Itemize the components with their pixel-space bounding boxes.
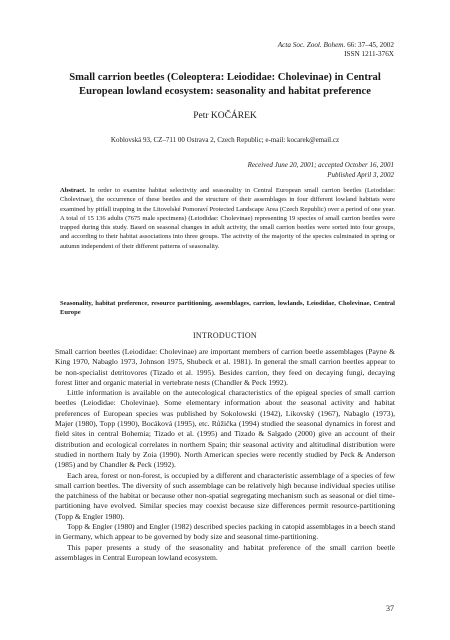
journal-name: Acta Soc. Zool. Bohem. bbox=[277, 41, 348, 49]
received-line: Received June 20, 2001; accepted October 16, 2001 bbox=[247, 161, 394, 169]
body-text bbox=[55, 347, 395, 563]
paragraph: Topp & Engler (1980) and Engler (1982) described species packing in catopid assemblages in a beech stand in Germany, which appear to be governed by body size and seasonal time-partitioning. bbox=[55, 522, 396, 542]
abstract-text: In order to examine habitat selectivity and seasonality in Central European small carrion beetles (Leiodidae: Cholevinae), the occurrence of these beetles and the structure of their assemblages in four different lowland habitats were examined by pitfall trapping in the Litovelské Pomoraví Protected Landscape Area (Czech Republic) over a period of one year. A total of 15 136 adults (7675 male specimens) (Leiodidae: Cholevinae) representing 19 species of small carrion beetles were trapped during this study. Based on seasonal changes in adult activity, the small carrion beetles were sorted into four groups, and according to their habitat associations into three groups. The activity of the majority of the species culminated in spring or autumn independent of their different patterns of seasonality. bbox=[60, 187, 395, 250]
author-name: Petr KOČÁREK bbox=[193, 111, 257, 121]
paragraph: Little information is available on the autecological characteristics of the epigeal species of small carrion beetles (Leiodidae: Cholevinae). Some elementary information about the seasonal activity and habitat preferences of European species was published by Sokolowski (1942), Likovský (1967), Nabaglo (1973), Majer (1980), Topp (1990), Bocáková (1995), etc. Růžička (1994) studied the seasonal dynamics in forest and field sites in central Bohemia; Tizado et al. (1995) and Tizado & Salgado (2000) give an account of their distribution and ecological correlates in northern Spain; thir seasonal activity and altitudinal distribution were studied in northern Italy by Zoia (1990). North American species were recently studied by Peck & Anderson (1985) and by Chandler & Peck (1992). bbox=[55, 388, 395, 470]
journal-pages: : 37–45, 2002 bbox=[354, 41, 394, 49]
published-line: Published April 3, 2002 bbox=[327, 170, 394, 179]
keywords: Seasonality, habitat preference, resource partitioning, assemblages, carrion, lowlands, Leiodidae, Cholevinae, Central Europe bbox=[60, 300, 395, 317]
journal-volume: 66 bbox=[347, 41, 355, 49]
title-line-2: European lowland ecosystem: seasonality and habitat preference bbox=[79, 86, 371, 97]
received-dates bbox=[248, 161, 394, 181]
section-heading: INTRODUCTION bbox=[192, 331, 258, 340]
abstract-label: Abstract. bbox=[60, 187, 86, 194]
author-address: Koblovská 93, CZ–711 00 Ostrava 2, Czech Republic; e-mail: kocarek@email.cz bbox=[110, 136, 340, 144]
paragraph: This paper presents a study of the seasonality and habitat preference of the small carrion beetle assemblages in Central European lowland ecosystem. bbox=[55, 542, 395, 562]
abstract bbox=[60, 186, 395, 251]
page-number: 37 bbox=[386, 604, 394, 613]
title-line-1: Small carrion beetles (Coleoptera: Leiodidae: Cholevinae) in Central bbox=[69, 72, 381, 83]
issn: ISSN 1211-376X bbox=[344, 50, 394, 58]
paragraph: Each area, forest or non-forest, is occupied by a different and characteristic assemblage of a species of few small carrion beetles. The diversity of such assemblage can be relatively high because individual species utilise the patchiness of the habitat or because other non-spatial segregating mechanism such as seasonal or diel time-partitioning have evolved. Similar species may coexist because size differences permit resource-partitioning (Topp & Engler 1980). bbox=[55, 470, 395, 521]
article-title bbox=[20, 71, 430, 99]
journal-citation bbox=[278, 41, 394, 50]
paragraph: Small carrion beetles (Leiodidae: Cholevinae) are important members of carrion beetle assemblages (Payne & King 1970, Nabaglo 1973, Johnson 1975, Shubeck et al. 1981). In general the small carrion beetles appear to be non-specialist detritovores (Tizado et al. 1995). Besides carrion, they feed on decaying fungi, decaying forest litter and organic material in vertebrate nests (Chandler & Peck 1992). bbox=[55, 347, 395, 387]
